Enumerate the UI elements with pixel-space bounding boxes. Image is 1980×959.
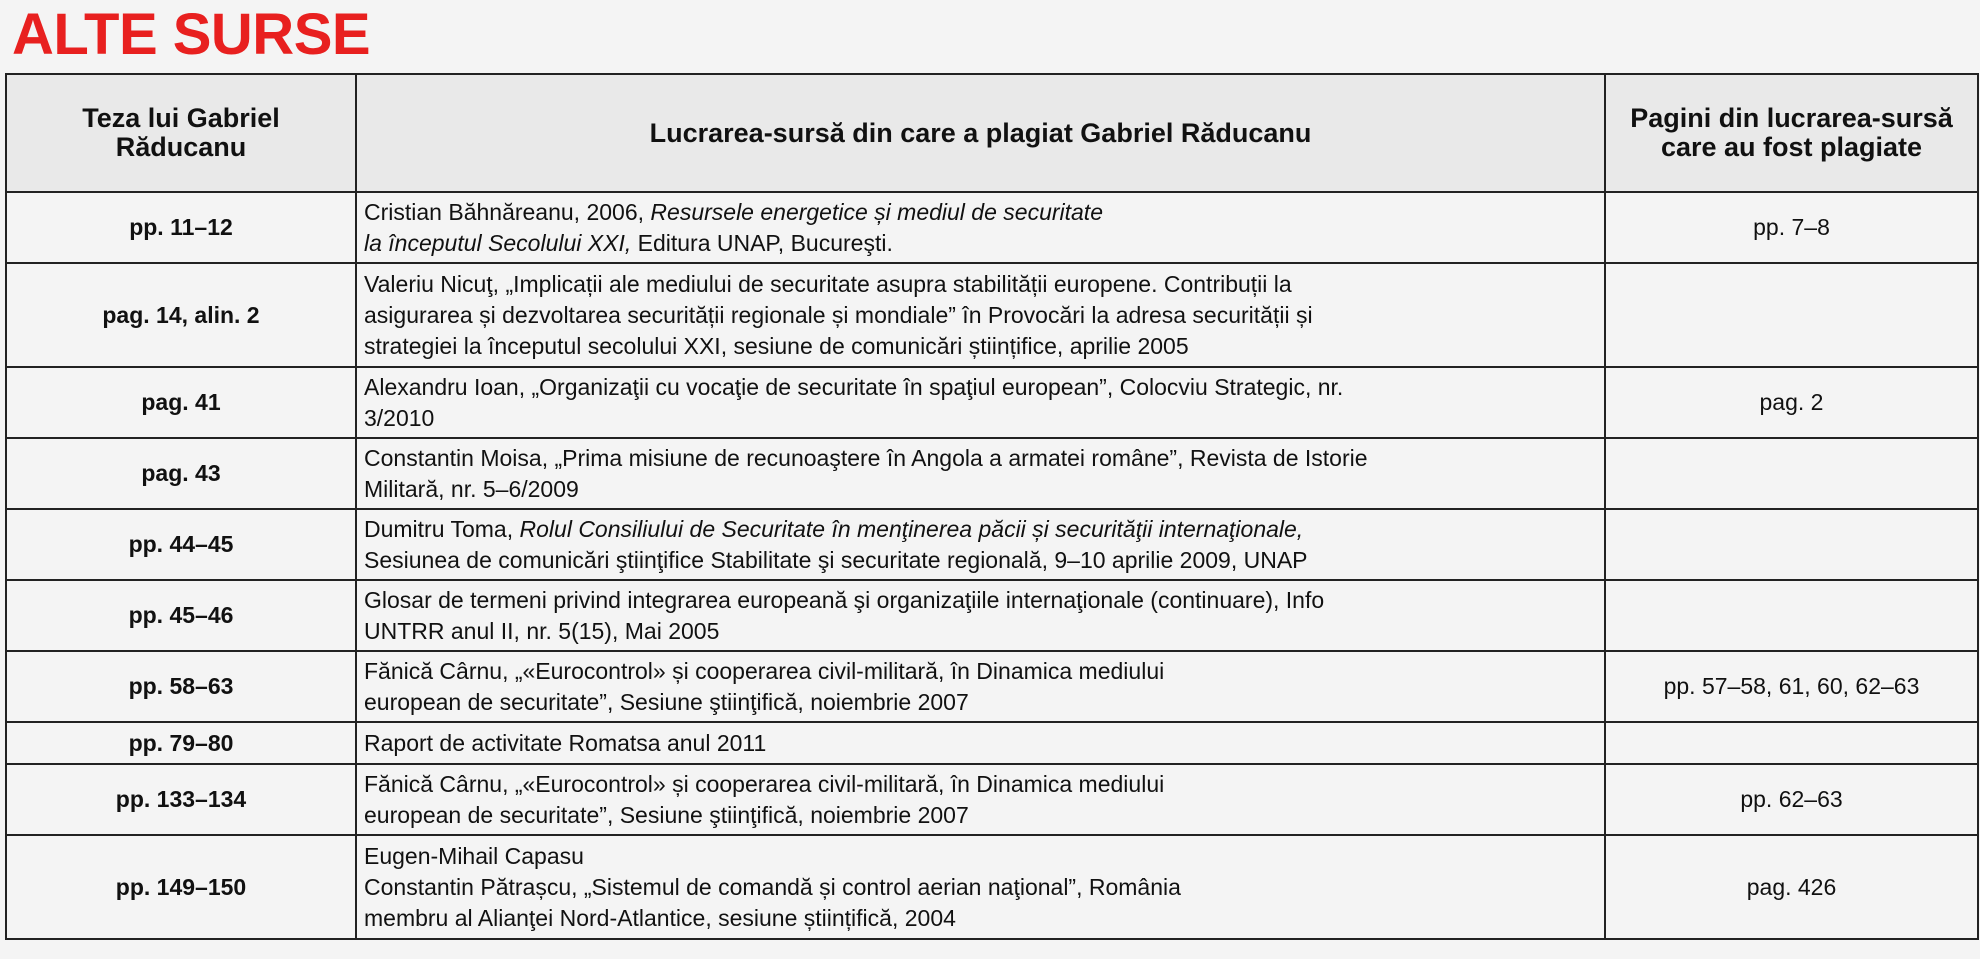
source-line — [364, 841, 1597, 872]
source-text: Dumitru Toma, — [364, 515, 520, 542]
source-work-cell — [356, 192, 1605, 263]
source-line — [364, 687, 1597, 718]
source-pages-cell: pp. 7–8 — [1605, 192, 1978, 263]
source-line — [364, 300, 1597, 331]
source-work-cell — [356, 263, 1605, 367]
source-line — [364, 228, 1597, 259]
source-pages-cell — [1605, 263, 1978, 367]
source-pages-cell: pag. 2 — [1605, 367, 1978, 438]
thesis-pages-cell: pag. 14, alin. 2 — [6, 263, 356, 367]
source-line — [364, 769, 1597, 800]
table-row — [6, 263, 1978, 367]
table-row — [6, 651, 1978, 722]
table-row — [6, 509, 1978, 580]
source-text: Sesiunea de comunicări ştiinţifice Stabilitate şi securitate regională, 9–10 aprilie 2009, UNAP — [364, 546, 1308, 573]
source-pages-cell — [1605, 722, 1978, 764]
source-line — [364, 514, 1597, 545]
source-text: 3/2010 — [364, 404, 435, 431]
thesis-pages-cell: pag. 43 — [6, 438, 356, 509]
source-text: Alexandru Ioan, „Organizaţii cu vocaţie de securitate în spaţiul european”, Colocviu Strategic, nr. — [364, 373, 1344, 400]
source-line — [364, 443, 1597, 474]
thesis-pages-cell: pp. 149–150 — [6, 835, 356, 939]
thesis-pages-cell: pp. 45–46 — [6, 580, 356, 651]
source-line — [364, 403, 1597, 434]
source-work-cell — [356, 764, 1605, 835]
header-source-work: Lucrarea-sursă din care a plagiat Gabriel Răducanu — [356, 74, 1605, 192]
table-row — [6, 764, 1978, 835]
source-line — [364, 800, 1597, 831]
source-pages-cell: pag. 426 — [1605, 835, 1978, 939]
source-pages-cell — [1605, 580, 1978, 651]
thesis-pages-cell: pp. 58–63 — [6, 651, 356, 722]
source-text: Raport de activitate Romatsa anul 2011 — [364, 729, 767, 756]
thesis-pages-cell: pp. 44–45 — [6, 509, 356, 580]
source-line — [364, 616, 1597, 647]
header-source-pages: Pagini din lucrarea-sursă care au fost plagiate — [1605, 74, 1978, 192]
source-text: european de securitate”, Sesiune ştiinţifică, noiembrie 2007 — [364, 801, 969, 828]
source-text: Cristian Băhnăreanu, 2006, — [364, 198, 651, 225]
table-row — [6, 722, 1978, 764]
table-row — [6, 367, 1978, 438]
source-line — [364, 197, 1597, 228]
source-line — [364, 269, 1597, 300]
source-title-italic: la începutul Secolului XXI, — [364, 229, 632, 256]
source-line — [364, 474, 1597, 505]
source-work-cell — [356, 580, 1605, 651]
table-row — [6, 192, 1978, 263]
source-text: asigurarea și dezvoltarea securității regionale și mondiale” în Provocări la adresa securității și — [364, 301, 1313, 328]
source-text: Fănică Cârnu, „«Eurocontrol» și cooperarea civil-militară, în Dinamica mediului — [364, 770, 1165, 797]
source-text: Eugen-Mihail Capasu — [364, 842, 584, 869]
source-text: Constantin Pătrașcu, „Sistemul de comandă și control aerian naţional”, România — [364, 873, 1181, 900]
table-row — [6, 835, 1978, 939]
source-work-cell — [356, 509, 1605, 580]
source-text: Fănică Cârnu, „«Eurocontrol» și cooperarea civil-militară, în Dinamica mediului — [364, 657, 1165, 684]
source-line — [364, 872, 1597, 903]
source-text: Militară, nr. 5–6/2009 — [364, 475, 579, 502]
source-text: Editura UNAP, Bucureşti. — [631, 229, 893, 256]
source-text: strategiei la începutul secolului XXI, sesiune de comunicări științifice, aprilie 2005 — [364, 332, 1189, 359]
source-text: Valeriu Nicuţ, „Implicații ale mediului de securitate asupra stabilității europene. Contribuții la — [364, 270, 1292, 297]
source-line — [364, 903, 1597, 934]
plagiarism-sources-table — [5, 73, 1979, 940]
source-line — [364, 372, 1597, 403]
source-text: european de securitate”, Sesiune ştiinţifică, noiembrie 2007 — [364, 688, 969, 715]
source-pages-cell: pp. 57–58, 61, 60, 62–63 — [1605, 651, 1978, 722]
source-line — [364, 585, 1597, 616]
source-work-cell — [356, 367, 1605, 438]
page-title: ALTE SURSE — [12, 2, 371, 67]
source-title-italic: Rolul Consiliului de Securitate în menţinerea păcii și securităţii internaţionale, — [519, 515, 1304, 542]
header-thesis-pages: Teza lui Gabriel Răducanu — [6, 74, 356, 192]
source-text: UNTRR anul II, nr. 5(15), Mai 2005 — [364, 617, 720, 644]
table-row — [6, 438, 1978, 509]
thesis-pages-cell: pp. 11–12 — [6, 192, 356, 263]
source-work-cell — [356, 438, 1605, 509]
source-line — [364, 656, 1597, 687]
table-row — [6, 580, 1978, 651]
source-title-italic: Resursele energetice și mediul de securitate — [650, 198, 1103, 225]
thesis-pages-cell: pp. 133–134 — [6, 764, 356, 835]
source-text: Glosar de termeni privind integrarea europeană şi organizaţiile internaţionale (continuare), Info — [364, 586, 1325, 613]
thesis-pages-cell: pp. 79–80 — [6, 722, 356, 764]
source-pages-cell — [1605, 509, 1978, 580]
source-line — [364, 331, 1597, 362]
thesis-pages-cell: pag. 41 — [6, 367, 356, 438]
source-work-cell — [356, 835, 1605, 939]
source-text: Constantin Moisa, „Prima misiune de recunoaştere în Angola a armatei române”, Revista de Istorie — [364, 444, 1368, 471]
source-work-cell — [356, 651, 1605, 722]
source-pages-cell — [1605, 438, 1978, 509]
source-text: membru al Alianţei Nord-Atlantice, sesiune științifică, 2004 — [364, 904, 956, 931]
source-line — [364, 728, 1597, 759]
source-line — [364, 545, 1597, 576]
source-work-cell — [356, 722, 1605, 764]
table-header-row — [6, 74, 1978, 192]
source-pages-cell: pp. 62–63 — [1605, 764, 1978, 835]
